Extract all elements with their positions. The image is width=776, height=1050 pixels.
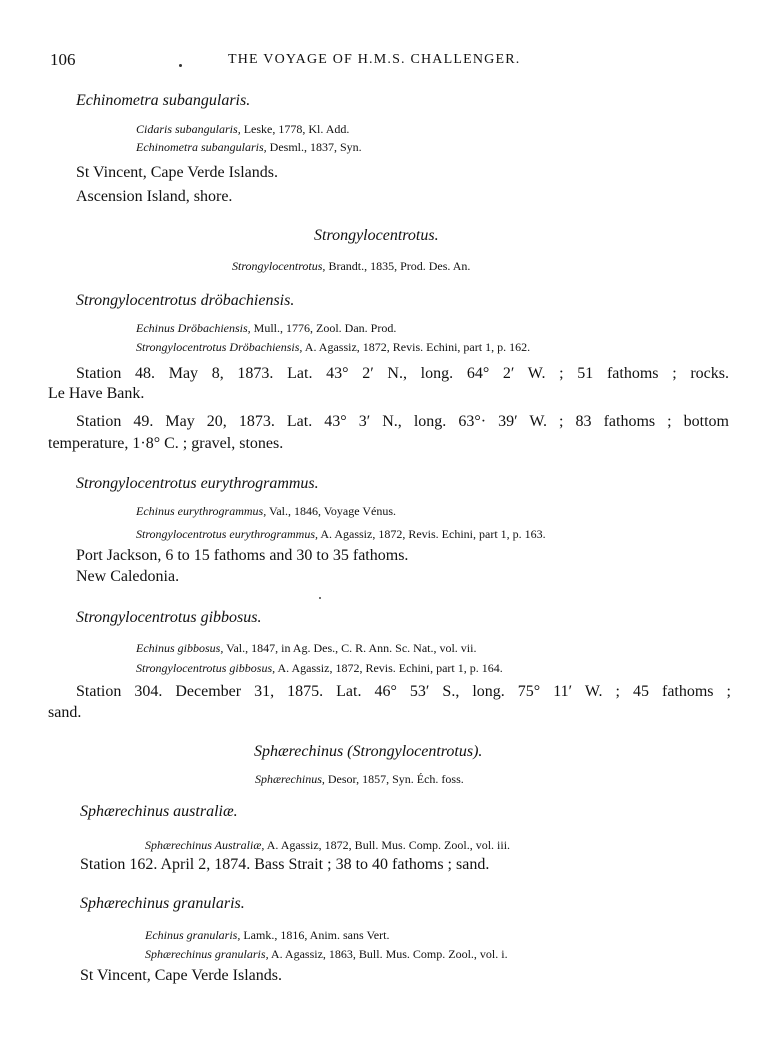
station-line: Station 49. May 20, 1873. Lat. 43° 3′ N., long. 63°· 39′ W. ; 83 fathoms ; bottom — [76, 413, 729, 430]
synonym-ref: A. Agassiz, 1872, Bull. Mus. Comp. Zool., vol. iii. — [266, 838, 511, 852]
species-name: Echinometra subangularis. — [76, 92, 251, 109]
synonym-line — [136, 504, 396, 519]
synonym-line — [145, 928, 389, 943]
synonym-taxon: Echinus eurythrogrammus, — [136, 504, 267, 518]
synonym-ref: A. Agassiz, 1872, Revis. Echini, part 1, p. 162. — [304, 340, 531, 354]
synonym-ref: A. Agassiz, 1872, Revis. Echini, part 1, p. 163. — [320, 527, 546, 541]
synonym-taxon: Strongylocentrotus Dröbachiensis, — [136, 340, 303, 354]
synonym-line — [136, 641, 476, 656]
genus-synonym-line — [255, 772, 464, 787]
synonym-taxon: Echinometra subangularis, — [136, 140, 267, 154]
synonym-taxon: Sphærechinus granularis, — [145, 947, 269, 961]
synonym-line — [136, 321, 396, 336]
synonym-taxon: Sphærechinus Australiæ, — [145, 838, 265, 852]
synonym-ref: Desor, 1857, Syn. Éch. foss. — [327, 772, 464, 786]
ink-speck — [179, 64, 182, 67]
genus-heading: Sphærechinus (Strongylocentrotus). — [254, 743, 483, 760]
synonym-ref: A. Agassiz, 1863, Bull. Mus. Comp. Zool., vol. i. — [270, 947, 508, 961]
station-line: Station 48. May 8, 1873. Lat. 43° 2′ N., long. 64° 2′ W. ; 51 fathoms ; rocks. — [76, 365, 729, 382]
species-name: Strongylocentrotus gibbosus. — [76, 609, 262, 626]
synonym-ref: Leske, 1778, Kl. Add. — [243, 122, 350, 136]
synonym-taxon: Cidaris subangularis, — [136, 122, 241, 136]
station-line-cont: Le Have Bank. — [48, 385, 145, 402]
synonym-taxon: Strongylocentrotus, — [232, 259, 326, 273]
synonym-taxon: Strongylocentrotus gibbosus, — [136, 661, 276, 675]
synonym-line — [136, 340, 530, 355]
synonym-taxon: Strongylocentrotus eurythrogrammus, — [136, 527, 318, 541]
synonym-ref: Val., 1846, Voyage Vénus. — [269, 504, 397, 518]
genus-heading: Strongylocentrotus. — [314, 227, 439, 244]
synonym-ref: A. Agassiz, 1872, Revis. Echini, part 1, p. 164. — [277, 661, 503, 675]
synonym-line — [145, 838, 510, 853]
species-name: Strongylocentrotus eurythrogrammus. — [76, 475, 319, 492]
synonym-line — [136, 527, 546, 542]
synonym-ref: Desml., 1837, Syn. — [269, 140, 362, 154]
synonym-ref: Brandt., 1835, Prod. Des. An. — [328, 259, 471, 273]
locality-line: Port Jackson, 6 to 15 fathoms and 30 to 35 fathoms. — [76, 547, 409, 564]
species-name: Sphærechinus granularis. — [80, 895, 245, 912]
synonym-line — [145, 947, 508, 962]
synonym-taxon: Echinus granularis, — [145, 928, 241, 942]
station-line: Station 304. December 31, 1875. Lat. 46° 53′ S., long. 75° 11′ W. ; 45 fathoms ; — [76, 683, 731, 700]
synonym-line — [136, 661, 503, 676]
synonym-ref: Mull., 1776, Zool. Dan. Prod. — [253, 321, 397, 335]
synonym-ref: Lamk., 1816, Anim. sans Vert. — [243, 928, 390, 942]
synonym-taxon: Sphærechinus, — [255, 772, 325, 786]
station-line-cont: temperature, 1·8° C. ; gravel, stones. — [48, 435, 284, 452]
locality-line: St Vincent, Cape Verde Islands. — [80, 967, 282, 984]
genus-synonym-line — [232, 259, 470, 274]
synonym-ref: Val., 1847, in Ag. Des., C. R. Ann. Sc. Nat., vol. vii. — [226, 641, 477, 655]
station-line-cont: sand. — [48, 704, 82, 721]
synonym-taxon: Echinus Dröbachiensis, — [136, 321, 251, 335]
locality-line: St Vincent, Cape Verde Islands. — [76, 164, 278, 181]
page-number: 106 — [50, 50, 76, 69]
species-name: Strongylocentrotus dröbachiensis. — [76, 292, 295, 309]
ink-speck — [319, 597, 321, 599]
species-name: Sphærechinus australiæ. — [80, 803, 238, 820]
running-title: THE VOYAGE OF H.M.S. CHALLENGER. — [228, 52, 521, 67]
station-line: Station 162. April 2, 1874. Bass Strait ; 38 to 40 fathoms ; sand. — [80, 856, 490, 873]
locality-line: Ascension Island, shore. — [76, 188, 233, 205]
synonym-taxon: Echinus gibbosus, — [136, 641, 224, 655]
synonym-line — [136, 140, 362, 155]
synonym-line — [136, 122, 349, 137]
locality-line: New Caledonia. — [76, 568, 180, 585]
